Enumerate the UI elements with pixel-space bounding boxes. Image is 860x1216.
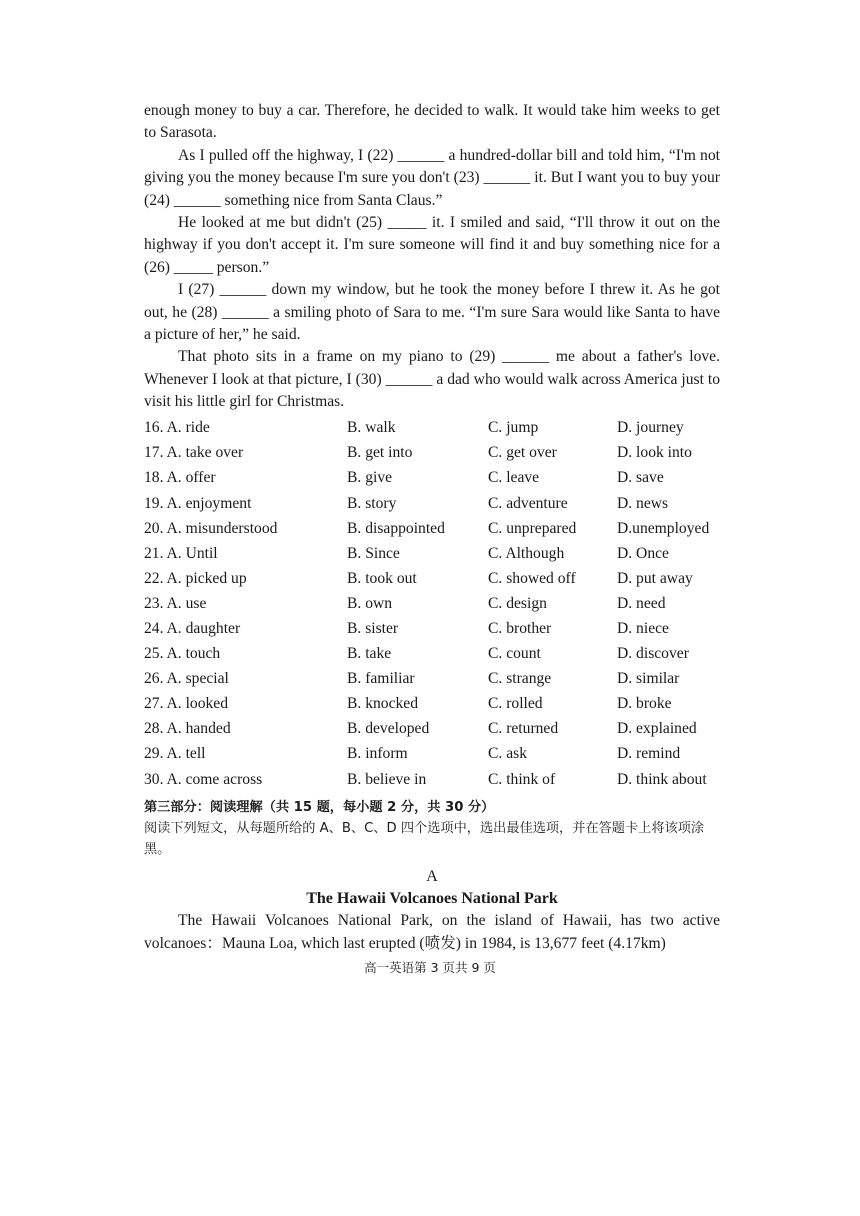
option-c: C. jump xyxy=(488,419,539,437)
option-a: 23. A. use xyxy=(144,594,207,612)
option-d: D. remind xyxy=(617,745,681,763)
option-d: D. explained xyxy=(617,720,697,738)
option-c: C. design xyxy=(488,594,547,612)
question-21-options xyxy=(144,541,720,566)
option-c: C. returned xyxy=(488,720,559,738)
paragraph-blanks-22-24: As I pulled off the highway, I (22) ______ a hundred-dollar bill and told him, “I'm not giving you the money because I'm sure you don't (23) ______ it. But I want you to buy your (24) ______ something nice from Santa Claus.” xyxy=(144,146,720,209)
option-a: 26. A. special xyxy=(144,670,229,688)
option-a: 21. A. Until xyxy=(144,544,218,562)
option-a: 25. A. touch xyxy=(144,645,221,663)
option-a: 19. A. enjoyment xyxy=(144,494,252,512)
option-c: C. Although xyxy=(488,544,565,562)
option-a: 17. A. take over xyxy=(144,444,244,462)
option-a: 18. A. offer xyxy=(144,469,216,487)
option-b: B. take xyxy=(347,645,392,663)
question-24-options xyxy=(144,616,720,641)
option-b: B. story xyxy=(347,494,397,512)
option-d: D. think about xyxy=(617,770,707,788)
option-b: B. sister xyxy=(347,619,399,637)
option-d: D. look into xyxy=(617,444,692,462)
option-d: D. niece xyxy=(617,619,669,637)
question-20-options xyxy=(144,516,720,541)
option-a: 16. A. ride xyxy=(144,419,210,437)
question-18-options xyxy=(144,466,720,491)
option-b: B. get into xyxy=(347,444,413,462)
passage-text: The Hawaii Volcanoes National Park, on the island of Hawaii, has two active volcanoes：Mauna Loa, which last erupted (喷发) in 1984, is 13,677 feet (4.17km) xyxy=(144,912,720,952)
section-instructions: 阅读下列短文，从每题所给的 A、B、C、D 四个选项中，选出最佳选项，并在答题卡上将该项涂黑。 xyxy=(144,821,705,858)
option-b: B. give xyxy=(347,469,393,487)
option-d: D. Once xyxy=(617,544,669,562)
option-c: C. showed off xyxy=(488,569,576,587)
option-a: 28. A. handed xyxy=(144,720,231,738)
option-c: C. count xyxy=(488,645,541,663)
question-22-options xyxy=(144,566,720,591)
option-d: D. journey xyxy=(617,419,684,437)
option-c: C. ask xyxy=(488,745,527,763)
question-30-options xyxy=(144,767,720,792)
option-c: C. think of xyxy=(488,770,556,788)
option-c: C. brother xyxy=(488,619,552,637)
section-title: 第三部分：阅读理解（共 15 题，每小题 2 分，共 30 分） xyxy=(144,800,495,816)
option-a: 29. A. tell xyxy=(144,745,206,763)
paragraph-continued: enough money to buy a car. Therefore, he decided to walk. It would take him weeks to get to Sarasota. xyxy=(144,102,720,142)
option-c: C. rolled xyxy=(488,695,543,713)
option-d: D. discover xyxy=(617,645,689,663)
question-16-options xyxy=(144,416,720,441)
option-b: B. familiar xyxy=(347,670,415,688)
option-c: C. strange xyxy=(488,670,552,688)
option-c: C. adventure xyxy=(488,494,568,512)
option-d: D. save xyxy=(617,469,664,487)
option-d: D. broke xyxy=(617,695,672,713)
option-a: 20. A. misunderstood xyxy=(144,519,278,537)
paragraph-blanks-27-28: I (27) ______ down my window, but he took the money before I threw it. As he got out, he (28) ______ a smiling photo of Sara to me. “I'm sure Sara would like Santa to have a picture of her,” he said. xyxy=(144,281,720,344)
option-a: 24. A. daughter xyxy=(144,619,241,637)
option-a: 22. A. picked up xyxy=(144,569,247,587)
option-b: B. knocked xyxy=(347,695,419,713)
question-17-options xyxy=(144,441,720,466)
cloze-options xyxy=(144,416,720,792)
option-a: 27. A. looked xyxy=(144,695,229,713)
option-c: C. get over xyxy=(488,444,557,462)
question-19-options xyxy=(144,491,720,516)
option-a: 30. A. come across xyxy=(144,770,263,788)
option-d: D. similar xyxy=(617,670,680,688)
question-27-options xyxy=(144,692,720,717)
option-c: C. unprepared xyxy=(488,519,577,537)
paragraph-blanks-25-26: He looked at me but didn't (25) _____ it. I smiled and said, “I'll throw it out on the highway if you don't accept it. I'm sure someone will find it and buy something nice for a (26) _____ person.” xyxy=(144,214,720,276)
option-d: D. put away xyxy=(617,569,693,587)
option-d: D. news xyxy=(617,494,669,512)
question-25-options xyxy=(144,642,720,667)
question-23-options xyxy=(144,591,720,616)
passage-title: The Hawaii Volcanoes National Park xyxy=(306,890,558,908)
page-footer: 高一英语第 3 页共 9 页 xyxy=(364,960,496,975)
option-b: B. own xyxy=(347,594,393,612)
option-b: B. disappointed xyxy=(347,519,445,537)
option-b: B. inform xyxy=(347,745,408,763)
option-b: B. walk xyxy=(347,419,396,437)
option-c: C. leave xyxy=(488,469,540,487)
option-b: B. developed xyxy=(347,720,430,738)
passage-label: A xyxy=(426,868,438,886)
question-26-options xyxy=(144,667,720,692)
option-b: B. believe in xyxy=(347,770,427,788)
option-b: B. Since xyxy=(347,544,400,562)
question-29-options xyxy=(144,742,720,767)
page-content xyxy=(144,100,720,955)
paragraph-blanks-29-30: That photo sits in a frame on my piano to (29) ______ me about a father's love. Whenever I look at that picture, I (30) ______ a dad who would walk across America just to visit his little girl for Christmas. xyxy=(144,348,720,411)
option-d: D.unemployed xyxy=(617,519,710,537)
option-b: B. took out xyxy=(347,569,417,587)
question-28-options xyxy=(144,717,720,742)
option-d: D. need xyxy=(617,594,666,612)
